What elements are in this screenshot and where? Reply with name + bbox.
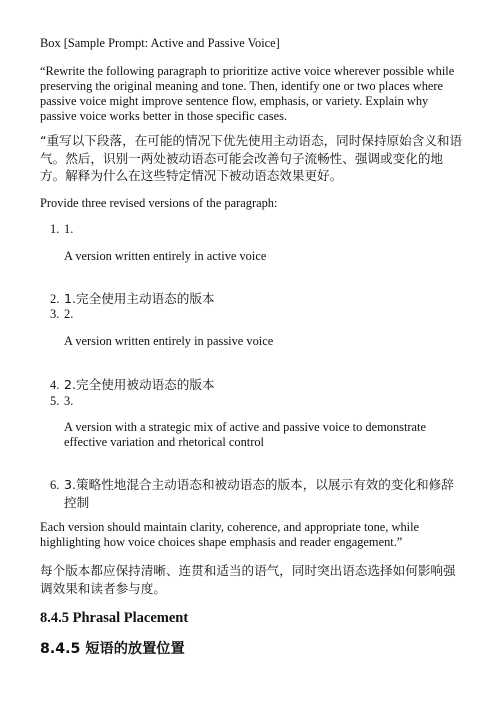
- closing-chinese: 每个版本都应保持清晰、连贯和适当的语气，同时突出语态选择如何影响强调效果和读者参与度。: [40, 563, 456, 596]
- version-description-3: A version with a strategic mix of active and passive voice to demonstrate effective variation and rhetorical control: [64, 420, 426, 449]
- list-item-3: 2.: [64, 307, 74, 321]
- list-number-4: 4.: [50, 378, 60, 392]
- version-description-2: A version written entirely in passive voice: [64, 334, 274, 348]
- prompt-english: “Rewrite the following paragraph to prioritize active voice wherever possible while preserving the original meaning and tone. Then, identify one or two places where passive voice might improve sentence flow, emphasis, or variety. Explain why passive voice works better in those specific cases.: [40, 64, 455, 123]
- list-number-1: 1.: [50, 222, 60, 236]
- prompt-chinese: “重写以下段落，在可能的情况下优先使用主动语态，同时保持原始含义和语气。然后，识别一两处被动语态可能会改善句子流畅性、强调或变化的地方。解释为什么在这些特定情况下被动语态效果更好。: [40, 133, 463, 183]
- list-number-5: 5.: [50, 394, 60, 408]
- box-title: Box [Sample Prompt: Active and Passive Voice]: [40, 36, 280, 50]
- list-number-2: 2.: [50, 292, 60, 306]
- list-number-3: 3.: [50, 307, 60, 321]
- version-description-1: A version written entirely in active voice: [64, 249, 267, 263]
- list-number-6: 6.: [50, 478, 60, 492]
- list-item-6: 3.策略性地混合主动语态和被动语态的版本，以展示有效的变化和修辞控制: [64, 477, 454, 510]
- section-heading-english: 8.4.5 Phrasal Placement: [40, 610, 189, 626]
- list-item-1: 1.: [64, 222, 74, 236]
- section-heading-chinese: 8.4.5 短语的放置位置: [40, 641, 185, 657]
- list-item-4: 2.完全使用被动语态的版本: [64, 377, 215, 392]
- closing-english: Each version should maintain clarity, coherence, and appropriate tone, while highlighting how voice choices shape emphasis and reader engagement.”: [40, 520, 420, 549]
- list-item-5: 3.: [64, 394, 74, 408]
- provide-line: Provide three revised versions of the paragraph:: [40, 196, 278, 210]
- list-item-2: 1.完全使用主动语态的版本: [64, 291, 215, 306]
